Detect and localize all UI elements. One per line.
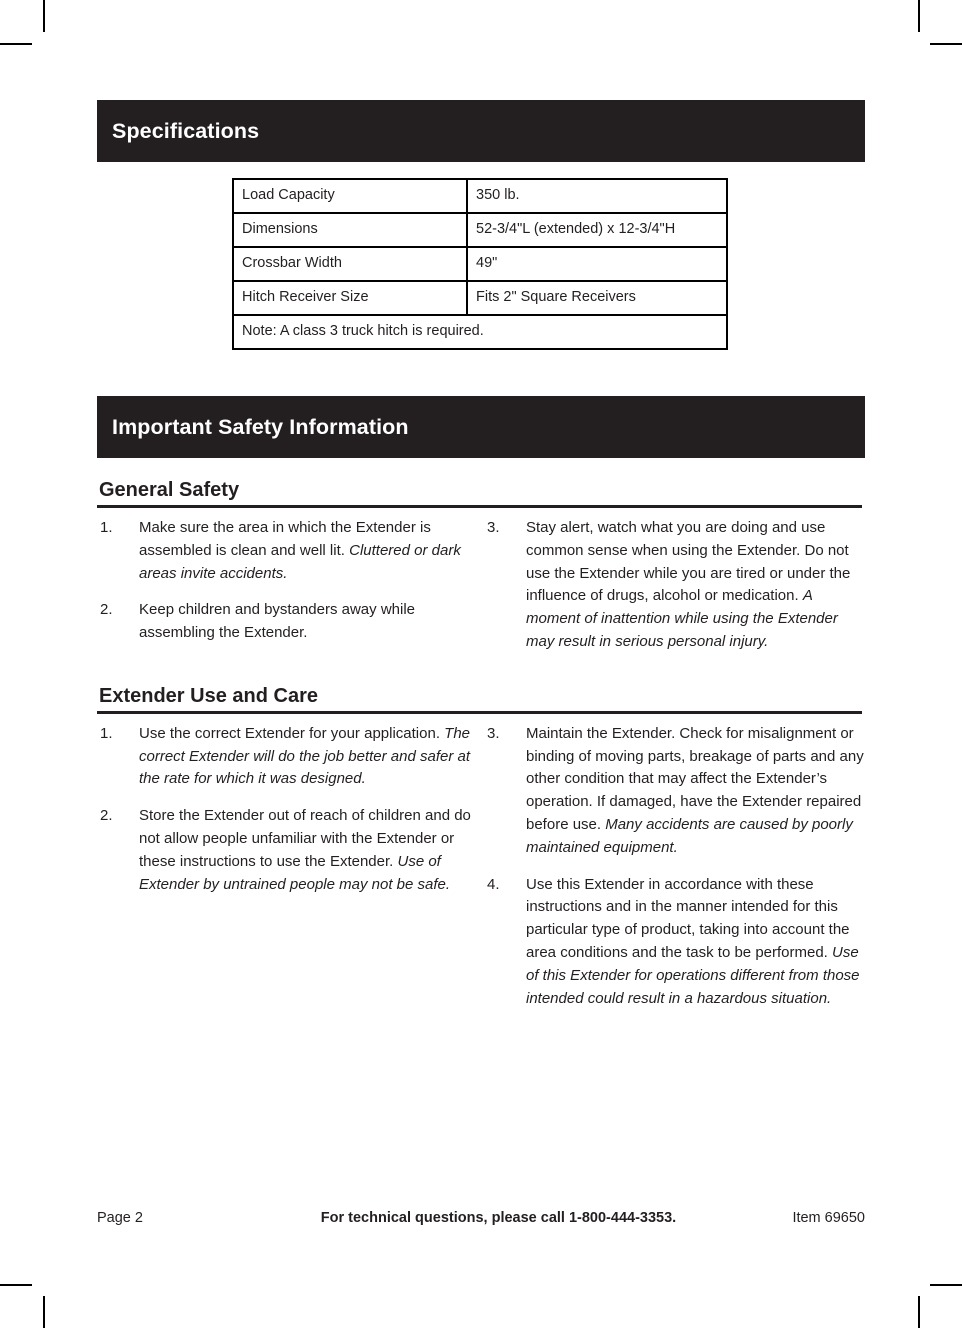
general-safety-right-column [481, 517, 865, 654]
spec-value: Fits 2" Square Receivers [467, 281, 727, 315]
page-content [97, 0, 865, 1328]
specifications-table [232, 178, 728, 350]
spec-value: 49" [467, 247, 727, 281]
list-item-text [139, 805, 481, 896]
footer-item-number: Item 69650 [792, 1210, 865, 1226]
table-row-note [233, 315, 727, 349]
list-item-number: 1. [100, 724, 113, 742]
specifications-table-wrapper [97, 178, 865, 350]
list-item [97, 517, 481, 585]
crop-mark-bottom-left-vertical [43, 1296, 45, 1328]
spec-label: Load Capacity [233, 179, 467, 213]
section-title-important-safety-information: Important Safety Information [112, 414, 409, 439]
subheading-extender-use-and-care: Extender Use and Care [99, 684, 318, 707]
page-footer [97, 1210, 865, 1226]
spec-value: 52-3/4"L (extended) x 12-3/4"H [467, 213, 727, 247]
list-item-plain: Store the Extender out of reach of children and do not allow people unfamiliar with the Extender or these instructions to use the Extender. [139, 807, 471, 870]
crop-mark-top-left-vertical [43, 0, 45, 32]
list-item-plain: Maintain the Extender. Check for misalignment or binding of moving parts, breakage of parts and any other condition that may affect the Extender’s operation. If damaged, have the Extender repaired before use. [526, 724, 864, 833]
table-row [233, 247, 727, 281]
list-item-text [139, 599, 481, 645]
list-item-plain: Use the correct Extender for your application. [139, 724, 445, 742]
crop-mark-bottom-right-vertical [918, 1296, 920, 1328]
crop-mark-top-left-horizontal [0, 43, 32, 45]
general-safety-left-column [97, 517, 481, 654]
section-title-specifications: Specifications [112, 118, 260, 143]
list-item-italic: A moment of inattention while using the Extender may result in serious personal injury. [526, 587, 838, 650]
spec-note: Note: A class 3 truck hitch is required. [233, 315, 727, 349]
list-item-italic: The correct Extender will do the job better and safer at the rate for which it was designed. [139, 724, 471, 788]
heading-rule-extender-use-and-care [97, 711, 862, 714]
footer-technical-questions: For technical questions, please call 1-800-444-3353. [320, 1210, 677, 1226]
spec-value: 350 lb. [467, 179, 727, 213]
general-safety-columns [97, 517, 865, 654]
list-item-italic: Cluttered or dark areas invite accidents. [139, 541, 461, 582]
list-item-number: 1. [100, 519, 113, 536]
table-row [233, 213, 727, 247]
list-item-number: 4. [487, 875, 500, 893]
use-and-care-right-column [481, 723, 865, 1011]
use-and-care-right-list [484, 723, 865, 1011]
general-safety-right-list [484, 517, 865, 654]
crop-mark-top-right-horizontal [930, 43, 962, 45]
use-and-care-columns [97, 723, 865, 1011]
list-item-text [526, 517, 865, 654]
list-item-text [526, 723, 865, 860]
list-item [97, 805, 481, 896]
crop-mark-top-right-vertical [918, 0, 920, 32]
crop-mark-bottom-right-horizontal [930, 1284, 962, 1286]
use-and-care-left-column [97, 723, 481, 1011]
list-item-plain: Use this Extender in accordance with these instructions and in the manner intended for this particular type of product, taking into account the area conditions and the task to be performed. [526, 875, 850, 961]
list-item-italic: Use of this Extender for operations different from those intended could result in a hazardous situation. [526, 943, 860, 1007]
list-item-italic: Use of Extender by untrained people may not be safe. [139, 852, 451, 893]
general-safety-left-list [97, 517, 481, 645]
list-item-number: 3. [487, 519, 500, 536]
subheading-general-safety: General Safety [99, 479, 240, 501]
list-item-text [139, 723, 481, 791]
list-item-number: 2. [100, 601, 113, 619]
list-item-italic: Many accidents are caused by poorly maintained equipment. [526, 815, 853, 856]
use-and-care-left-list [97, 723, 481, 897]
spec-label: Dimensions [233, 213, 467, 247]
list-item-text [139, 517, 481, 585]
list-item-plain: Keep children and bystanders away while assembling the Extender. [139, 601, 415, 642]
list-item-plain: Stay alert, watch what you are doing and use common sense when using the Extender. Do not use the Extender while you are tired or under the influence of drugs, alcohol or medication. [526, 519, 851, 605]
list-item-plain: Make sure the area in which the Extender is assembled is clean and well lit. [139, 519, 431, 559]
footer-page-number: Page 2 [97, 1210, 143, 1226]
list-item [484, 517, 865, 654]
list-item [484, 874, 865, 1011]
crop-mark-bottom-left-horizontal [0, 1284, 32, 1286]
list-item-text [526, 874, 865, 1011]
spec-label: Hitch Receiver Size [233, 281, 467, 315]
list-item [97, 723, 481, 791]
list-item [97, 599, 481, 645]
heading-rule-general-safety [97, 505, 862, 508]
table-row [233, 179, 727, 213]
list-item [484, 723, 865, 860]
spec-label: Crossbar Width [233, 247, 467, 281]
list-item-number: 3. [487, 724, 500, 742]
list-item-number: 2. [100, 807, 113, 825]
section-banner-specifications [97, 100, 865, 162]
table-row [233, 281, 727, 315]
section-banner-important-safety-information [97, 396, 865, 458]
